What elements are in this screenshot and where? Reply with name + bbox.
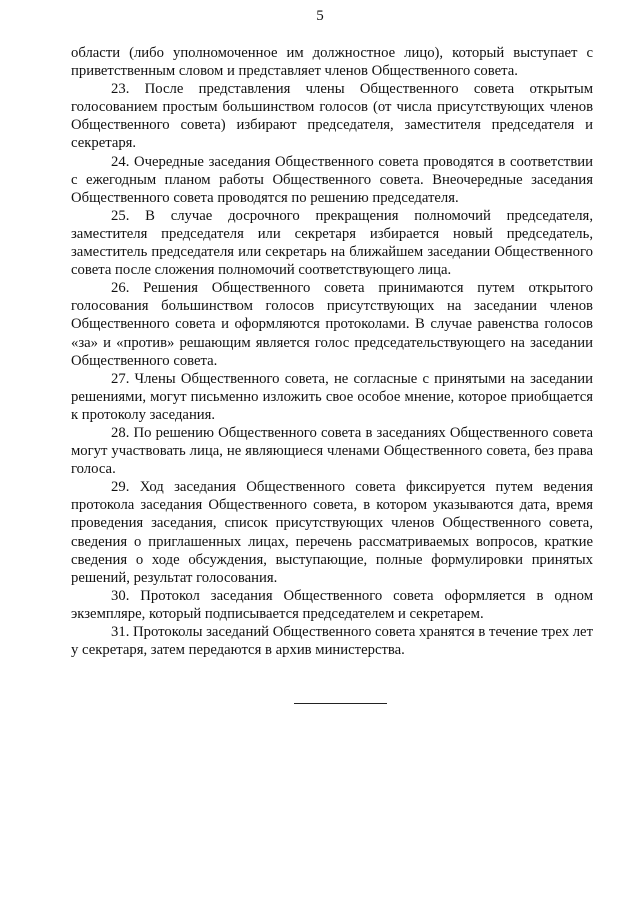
paragraph-28: 28. По решению Общественного совета в заседаниях Общественного совета могут участвовать лица, не являющиеся членами Общественного совета, без права голоса. <box>71 424 593 478</box>
page-number: 5 <box>316 8 324 24</box>
paragraph-25: 25. В случае досрочного прекращения полномочий председателя, заместителя председателя или секретаря избирается новый председатель, заместитель председателя или секретарь на ближайшем заседании Общественного совета после сложения полномочий соответствующего лица. <box>71 207 593 279</box>
paragraph-23: 23. После представления члены Общественного совета открытым голосованием простым большинством голосов (от числа присутствующих членов Общественного совета) избирают председателя, заместителя председателя и секретаря. <box>71 81 593 152</box>
paragraph-31: 31. Протоколы заседаний Общественного совета хранятся в течение трех лет у секретаря, затем передаются в архив министерства. <box>71 624 593 659</box>
paragraph-30: 30. Протокол заседания Общественного совета оформляется в одном экземпляре, который подписывается председателем и секретарем. <box>71 587 593 622</box>
paragraph-24: 24. Очередные заседания Общественного совета проводятся в соответствии с ежегодным планом работы Общественного совета. Внеочередные заседания Общественного совета проводятся по решению председателя. <box>71 153 593 206</box>
end-of-text-rule <box>294 703 387 704</box>
paragraph-27: 27. Члены Общественного совета, не согласные с принятыми на заседании решениями, могут письменно изложить свое особое мнение, которое приобщается к протоколу заседания. <box>71 370 593 423</box>
paragraph-29: 29. Ход заседания Общественного совета фиксируется путем ведения протокола заседания Общественного совета, в котором указываются дата, время проведения заседания, список присутствующих членов Общественного совета, сведения о приглашенных лицах, перечень рассматриваемых вопросов, краткие сведения о ходе обсуждения, выступающие, полные формулировки принятых решений, результат голосования. <box>71 479 593 586</box>
paragraph-continuation: области (либо уполномоченное им должностное лицо), который выступает с приветственным словом и представляет членов Общественного совета. <box>71 45 593 80</box>
paragraph-26: 26. Решения Общественного совета принимаются путем открытого голосования большинством голосов присутствующих на заседании членов Общественного совета и оформляются протоколами. В случае равенства голосов «за» и «против» решающим является голос председательствующего на заседании Общественного совета. <box>71 280 593 369</box>
document-body <box>71 44 593 659</box>
